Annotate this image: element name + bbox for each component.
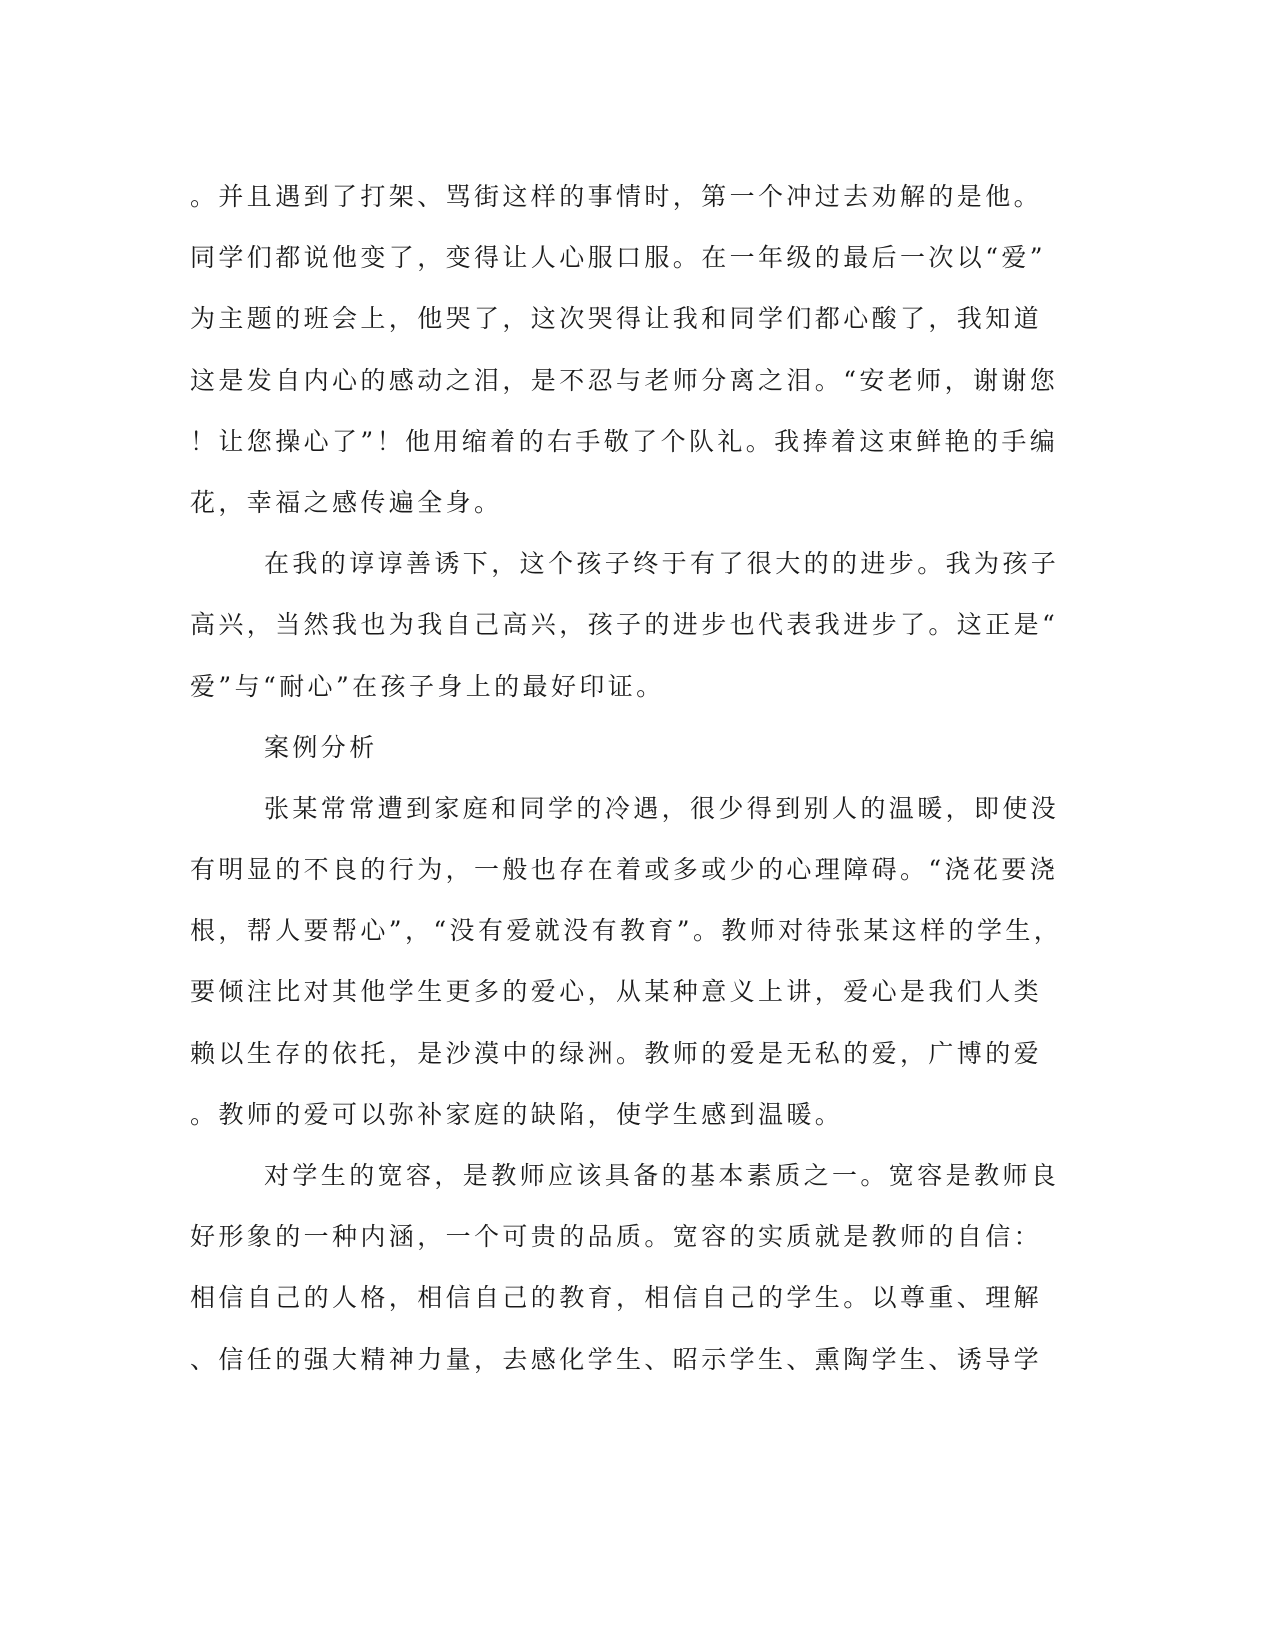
text-line: 。教师的爱可以弥补家庭的缺陷，使学生感到温暖。 [190,1099,844,1129]
text-line: 。并且遇到了打架、骂街这样的事情时，第一个冲过去劝解的是他。 [190,182,1043,211]
paragraph-start-line: 在我的谆谆善诱下，这个孩子终于有了很大的的进步。我为孩子 [264,549,1060,579]
text-line: ！让您操心了”！他用缩着的右手敬了个队礼。我捧着这束鲜艳的手编 [190,426,1059,456]
text-line: 、信任的强大精神力量，去感化学生、昭示学生、熏陶学生、诱导学 [190,1344,1043,1374]
text-line: 赖以生存的依托，是沙漠中的绿洲。教师的爱是无私的爱，广博的爱 [190,1038,1043,1068]
text-line: 同学们都说他变了，变得让人心服口服。在一年级的最后一次以“爱” [190,243,1046,273]
section-heading: 案例分析 [264,732,378,762]
text-line: 相信自己的人格，相信自己的教育，相信自己的学生。以尊重、理解 [190,1283,1043,1313]
text-line: 要倾注比对其他学生更多的爱心，从某种意义上讲，爱心是我们人类 [190,977,1043,1007]
paragraph-start-line: 对学生的宽容，是教师应该具备的基本素质之一。宽容是教师良 [264,1161,1060,1190]
text-line: 高兴，当然我也为我自己高兴，孩子的进步也代表我进步了。这正是“ [190,610,1059,640]
body-text [190,166,1090,1390]
text-line: 根，帮人要帮心”，“没有爱就没有教育”。教师对待张某这样的学生， [190,916,1063,946]
text-line: 花，幸福之感传遍全身。 [190,487,503,517]
paragraph-start-line: 张某常常遭到家庭和同学的冷遇，很少得到别人的温暖，即使没 [264,793,1060,823]
text-line: 这是发自内心的感动之泪，是不忍与老师分离之泪。“安老师，谢谢您 [190,365,1059,395]
text-line: 有明显的不良的行为，一般也存在着或多或少的心理障碍。“浇花要浇 [190,855,1059,885]
text-line: 为主题的班会上，他哭了，这次哭得让我和同学们都心酸了，我知道 [190,304,1043,334]
text-line: 好形象的一种内涵，一个可贵的品质。宽容的实质就是教师的自信： [190,1222,1043,1252]
text-line: 爱”与“耐心”在孩子身上的最好印证。 [190,671,665,701]
